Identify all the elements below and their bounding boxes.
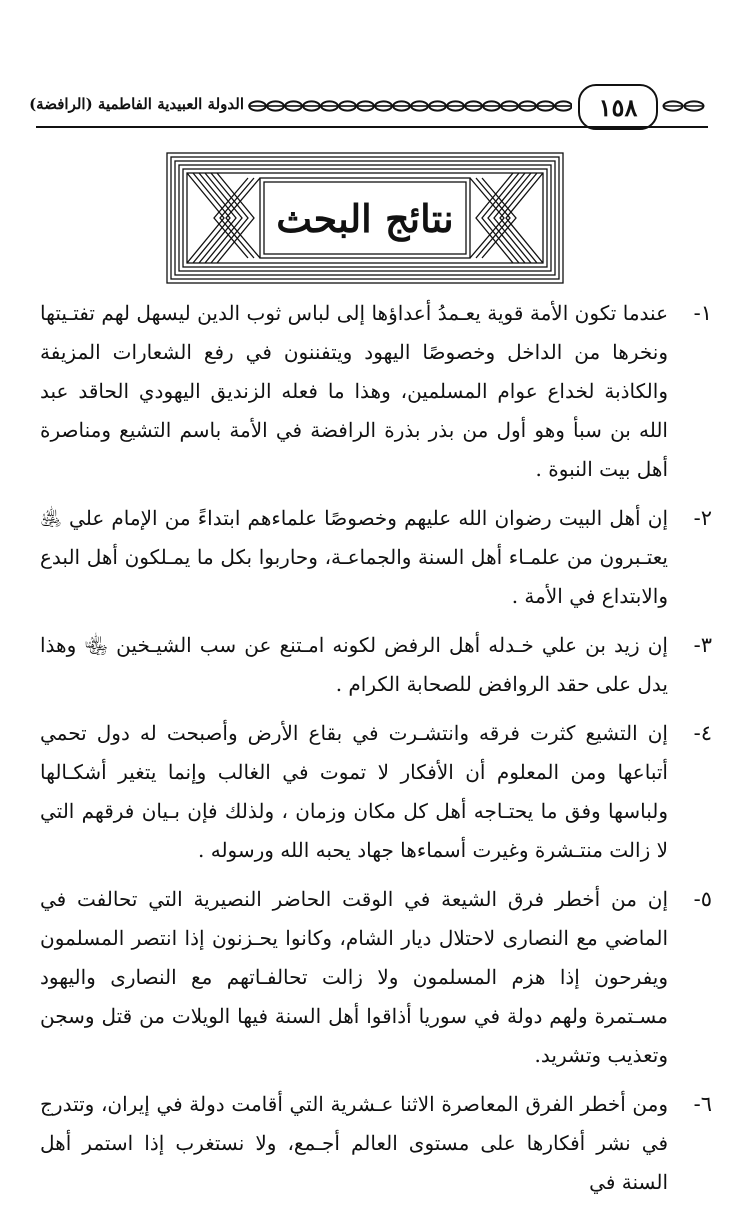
list-item <box>40 714 712 870</box>
item-number: ١- <box>693 301 712 325</box>
list-item <box>40 1085 712 1202</box>
header-divider <box>36 126 708 128</box>
item-text: إن أهل البيت رضوان الله عليهم وخصوصًا علماءهم ابتداءً من الإمام علي ﵁ يعتـبرون من علمـاء أهل السنة والجماعـة، وحاربوا بكل ما يمـلكون أهل البدع والابتداع في الأمة . <box>40 506 668 608</box>
list-item <box>40 294 712 489</box>
list-item <box>40 626 712 704</box>
list-item <box>40 499 712 616</box>
item-number: ٢- <box>693 506 712 530</box>
header-ornament-chain <box>248 100 572 112</box>
results-list <box>40 294 712 1212</box>
page-header <box>29 78 708 130</box>
item-number: ٥- <box>693 887 712 911</box>
item-text: إن التشيع كثرت فرقه وانتشـرت في بقاع الأرض وأصبحت له دول تحمي أتباعها ومن المعلوم أن الأفكار لا تموت في الغالب وإنما يتغير أشكـالها ولباسها وفق ما يحتـاجه أهل كل مكان وزمان ، ولذلك فإن بـيان فرقهم التي لا زالت منتـشرة وغيرت أسماءها جهاد يحبه الله ورسوله . <box>40 721 668 862</box>
item-text: عندما تكون الأمة قوية يعـمدُ أعداؤها إلى لباس ثوب الدين ليسهل لهم تفتـيتها ونخرها من الداخل وخصوصًا اليهود ويتفننون في رفع الشعارات المزيفة والكاذبة لخداع عوام المسلمين، وهذا ما فعله الزنديق اليهودي الحاقد عبد الله بن سبأ وهو أول من بذر بذرة الرافضة في الأمة باسم التشيع ومناصرة أهل بيت النبوة . <box>40 301 668 481</box>
list-item <box>40 880 712 1075</box>
header-ornament-right <box>662 100 706 112</box>
item-text: إن من أخطر فرق الشيعة في الوقت الحاضر النصيرية التي تحالفت في الماضي مع النصارى لاحتلال ديار الشام، وكانوا يحـزنون إذا انتصر المسلمون ويفرحون إذا هزم المسلمون ولا زالت تحالفـاتهم مع النصارى واليهود مسـتمرة ولهم دولة في سوريا أذاقوا أهل السنة فيها الويلات من قتل وسجن وتعذيب وتشريد. <box>40 887 668 1067</box>
book-title: الدولة العبيدية الفاطمية (الرافضة) <box>29 95 244 113</box>
section-title: نتائج البحث <box>276 195 454 241</box>
item-number: ٤- <box>693 721 712 745</box>
section-title-frame <box>166 152 564 284</box>
item-number: ٦- <box>693 1092 712 1116</box>
item-text: إن زيد بن علي خـدله أهل الرفض لكونه امـتنع عن سب الشيـخين ﵄ وهذا يدل على حقد الروافض للصحابة الكرام . <box>40 633 668 696</box>
item-text: ومن أخطر الفرق المعاصرة الاثنا عـشرية التي أقامت دولة في إيران، وتتدرج في نشر أفكارها على مستوى العالم أجـمع، ولا نستغرب إذا استمر أهل السنة في <box>40 1092 668 1194</box>
item-number: ٣- <box>693 633 712 657</box>
page-number: ١٥٨ <box>578 84 658 130</box>
